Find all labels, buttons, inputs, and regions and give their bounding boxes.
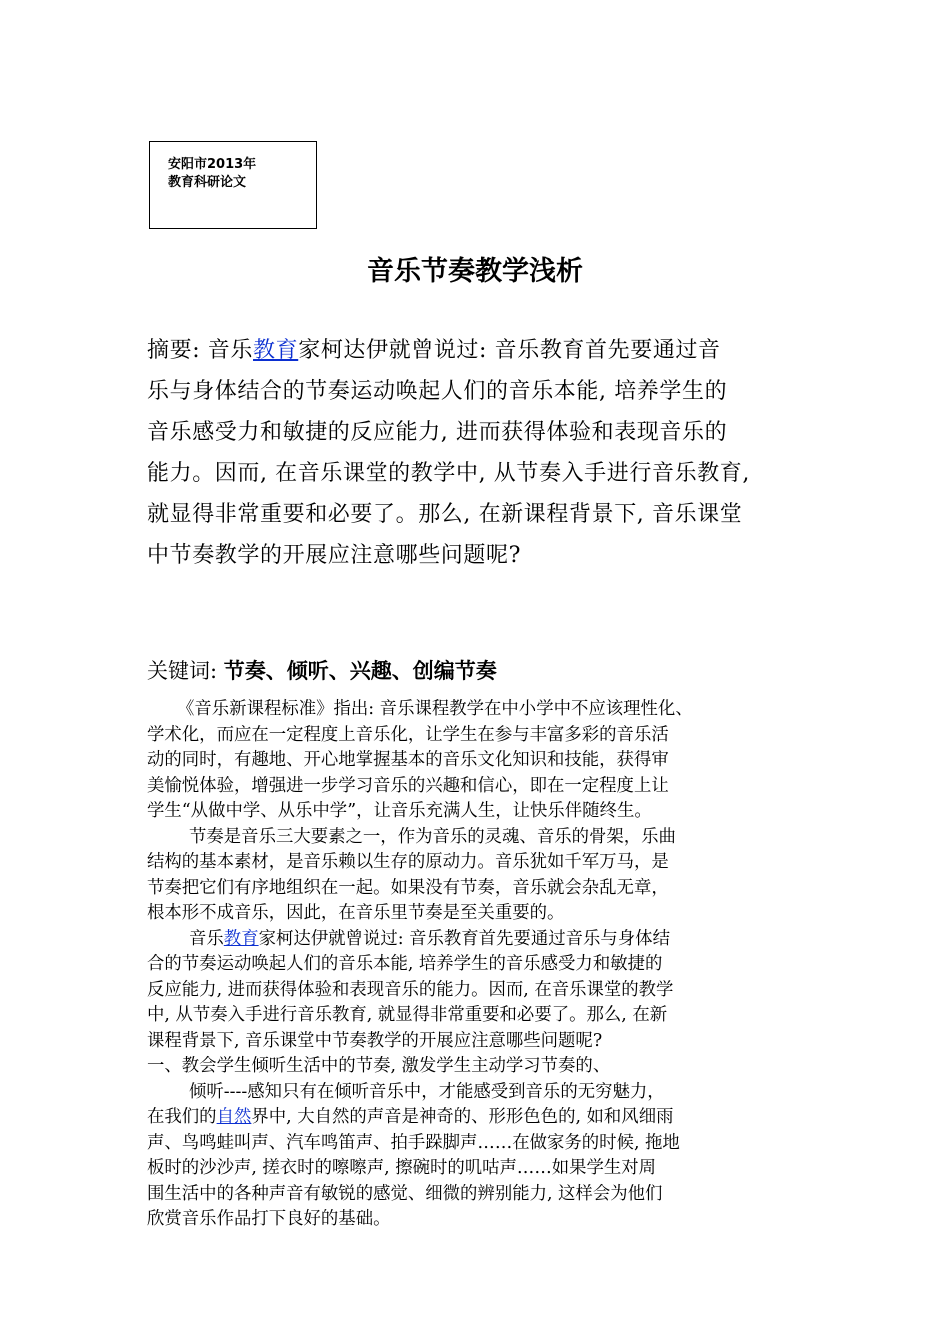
line-text: 课程背景下, 音乐课堂中节奏教学的开展应注意哪些问题呢?: [147, 1030, 603, 1051]
body-line: [147, 748, 812, 774]
stamp-box: [149, 141, 317, 229]
line-text: 乐与身体结合的节奏运动唤起人们的音乐本能, 培养学生的: [147, 379, 728, 404]
body-line: [147, 1156, 812, 1182]
abstract-label: 摘要: [147, 338, 193, 363]
body-line: [147, 1029, 812, 1055]
body-line: [147, 1131, 812, 1157]
line-text: 《音乐新课程标准》指出: 音乐课程教学在中小学中不应该理性化、: [177, 699, 693, 719]
line-text: 欣赏音乐作品打下良好的基础。: [147, 1209, 391, 1229]
line-text: 中节奏教学的开展应注意哪些问题呢?: [147, 543, 521, 568]
line-text: 声、鸟鸣蛙叫声、汽车鸣笛声、拍手跺脚声……在做家务的时候, 拖地: [147, 1132, 680, 1153]
body-line: [147, 952, 812, 978]
stamp-line-2: 教育科研论文: [168, 175, 247, 190]
body-line: [147, 901, 812, 927]
line-text: 能力。因而, 在音乐课堂的教学中, 从节奏入手进行音乐教育,: [147, 461, 750, 486]
body-line: [147, 1182, 812, 1208]
abstract-line: [147, 330, 827, 371]
line-text: 反应能力, 进而获得体验和表现音乐的能力。因而, 在音乐课堂的教学: [147, 979, 674, 1000]
line-text: 节奏是音乐三大要素之一，作为音乐的灵魂、音乐的骨架，乐曲: [189, 826, 676, 847]
hyperlink[interactable]: 自然: [216, 1107, 252, 1127]
body-line: [147, 876, 812, 902]
abstract-line: [147, 494, 827, 535]
body-line: [147, 1080, 812, 1106]
hyperlink[interactable]: 教育: [223, 928, 259, 949]
line-text: 音乐感受力和敏捷的反应能力, 进而获得体验和表现音乐的: [147, 420, 728, 445]
body-line: [147, 774, 812, 800]
body-line: [147, 1105, 812, 1131]
body-line: [147, 927, 812, 953]
stamp-box-text: [168, 156, 256, 192]
line-text: 学术化，而应在一定程度上音乐化，让学生在参与丰富多彩的音乐活: [147, 724, 669, 745]
keywords-colon: :: [210, 659, 224, 683]
body-line: [147, 1054, 812, 1080]
line-text: 板时的沙沙声, 搓衣时的嚓嚓声, 擦碗时的叽咕声……如果学生对周: [147, 1158, 657, 1178]
line-text: 音乐: [189, 928, 224, 949]
line-text: 倾听----感知只有在倾听音乐中，才能感受到音乐的无穷魅力，: [189, 1081, 665, 1102]
line-text: : 音乐: [192, 338, 254, 363]
abstract-line: [147, 453, 827, 494]
abstract-line: [147, 371, 827, 412]
line-text: 结构的基本素材，是音乐赖以生存的原动力。音乐犹如千军万马，是: [147, 852, 669, 872]
body-text: [147, 697, 812, 1233]
body-line: [147, 799, 812, 825]
stamp-line-1: 安阳市2013年: [168, 157, 257, 172]
line-text: 在我们的: [147, 1107, 217, 1127]
body-line: [147, 825, 812, 851]
line-text: 一、教会学生倾听生活中的节奏, 激发学生主动学习节奏的、: [147, 1056, 611, 1076]
line-text: 美愉悦体验，增强进一步学习音乐的兴趣和信心，即在一定程度上让: [147, 775, 669, 796]
line-text: 界中, 大自然的声音是神奇的、形形色色的, 如和风细雨: [251, 1107, 674, 1127]
line-text: 根本形不成音乐，因此，在音乐里节奏是至关重要的。: [147, 903, 565, 923]
body-line: [147, 697, 812, 723]
body-line: [147, 1207, 812, 1233]
keywords-value: 节奏、倾听、兴趣、创编节奏: [223, 659, 497, 683]
abstract-line: [147, 535, 827, 576]
line-text: 中, 从节奏入手进行音乐教育, 就显得非常重要和必要了。那么, 在新: [147, 1005, 668, 1025]
line-text: 动的同时，有趣地、开心地掌握基本的音乐文化知识和技能，获得审: [147, 750, 669, 770]
line-text: 家柯达伊就曾说过: 音乐教育首先要通过音: [298, 338, 721, 363]
line-text: 家柯达伊就曾说过: 音乐教育首先要通过音乐与身体结: [258, 928, 670, 949]
body-line: [147, 1003, 812, 1029]
line-text: 就显得非常重要和必要了。那么, 在新课程背景下, 音乐课堂: [147, 502, 743, 527]
document-title: 音乐节奏教学浅析: [367, 256, 583, 287]
abstract-section: [147, 330, 827, 576]
body-line: [147, 978, 812, 1004]
line-text: 合的节奏运动唤起人们的音乐本能, 培养学生的音乐感受力和敏捷的: [147, 954, 663, 974]
body-line: [147, 723, 812, 749]
hyperlink[interactable]: 教育: [253, 338, 299, 363]
body-line: [147, 850, 812, 876]
keywords-line: [147, 655, 497, 687]
line-text: 围生活中的各种声音有敏锐的感觉、细微的辨别能力, 这样会为他们: [147, 1183, 663, 1204]
line-text: 节奏把它们有序地组织在一起。如果没有节奏，音乐就会杂乱无章，: [147, 877, 669, 898]
keywords-label: 关键词: [147, 659, 210, 683]
line-text: 学生“从做中学、从乐中学”，让音乐充满人生，让快乐伴随终生。: [147, 801, 652, 821]
abstract-line: [147, 412, 827, 453]
